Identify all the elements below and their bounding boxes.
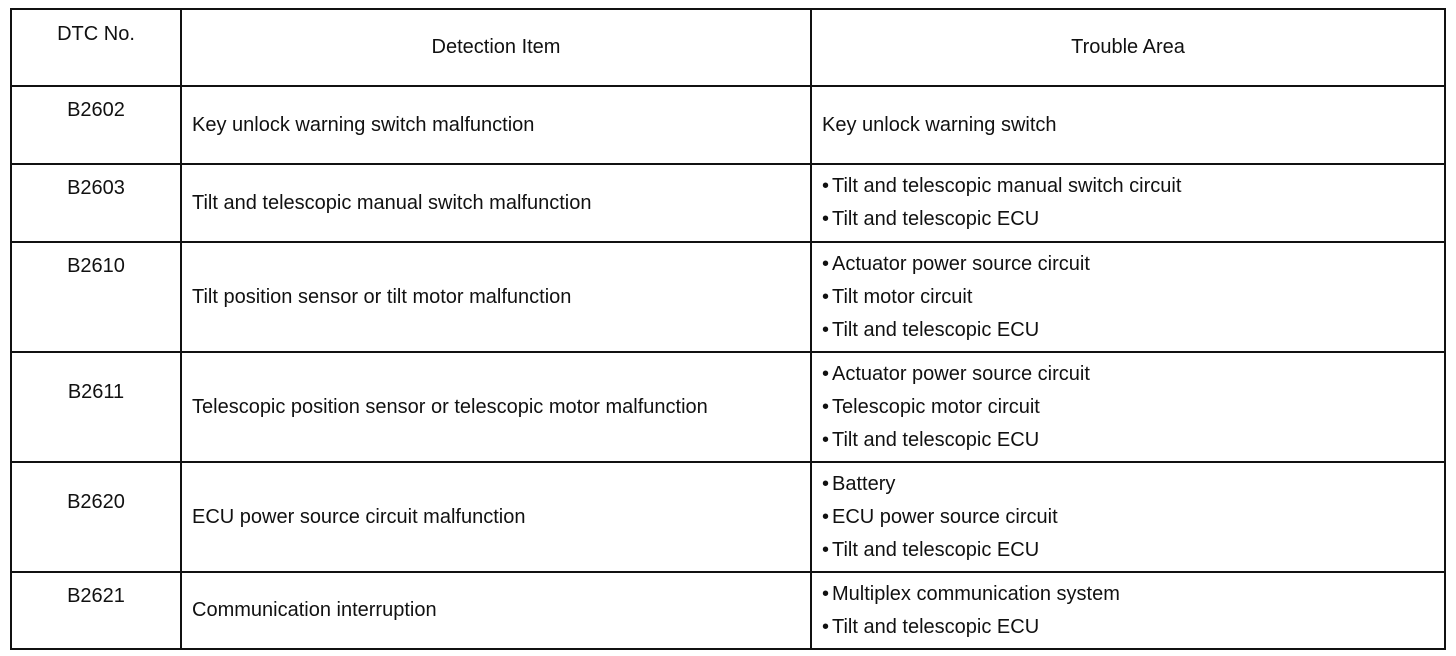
trouble-area-list bbox=[822, 468, 1444, 567]
dtc-code-cell bbox=[11, 86, 181, 164]
dtc-code: B2620 bbox=[67, 491, 125, 513]
header-dtc-no-label: DTC No. bbox=[57, 23, 135, 45]
trouble-area bbox=[811, 86, 1445, 164]
dtc-code: B2603 bbox=[67, 177, 125, 199]
table-row bbox=[11, 572, 1445, 649]
trouble-area-item: Key unlock warning switch bbox=[822, 113, 1057, 136]
table-row bbox=[11, 462, 1445, 572]
trouble-area-item: • Tilt and telescopic manual switch circuit bbox=[822, 170, 1444, 203]
trouble-area-item: • Tilt and telescopic ECU bbox=[822, 534, 1444, 567]
detection-item: Communication interruption bbox=[181, 572, 811, 649]
table-row bbox=[11, 164, 1445, 242]
dtc-code-cell bbox=[11, 462, 181, 572]
trouble-area bbox=[811, 462, 1445, 572]
trouble-area-list bbox=[822, 170, 1444, 236]
detection-item: Telescopic position sensor or telescopic motor malfunction bbox=[181, 352, 811, 462]
detection-item: Key unlock warning switch malfunction bbox=[181, 86, 811, 164]
dtc-code: B2611 bbox=[67, 381, 125, 403]
trouble-area-item: • Multiplex communication system bbox=[822, 578, 1444, 611]
trouble-area-item: • Telescopic motor circuit bbox=[822, 391, 1444, 424]
trouble-area bbox=[811, 352, 1445, 462]
trouble-area-item: • Battery bbox=[822, 468, 1444, 501]
header-dtc-no bbox=[11, 9, 181, 86]
trouble-area bbox=[811, 242, 1445, 352]
trouble-area-item: • Tilt and telescopic ECU bbox=[822, 424, 1444, 457]
trouble-area-item: • Tilt and telescopic ECU bbox=[822, 203, 1444, 236]
table-header-row bbox=[11, 9, 1445, 86]
header-trouble-area: Trouble Area bbox=[811, 9, 1445, 86]
dtc-code: B2621 bbox=[67, 585, 125, 607]
dtc-code-cell bbox=[11, 572, 181, 649]
dtc-code-cell bbox=[11, 164, 181, 242]
trouble-area-item: • Tilt motor circuit bbox=[822, 281, 1444, 314]
table-row bbox=[11, 242, 1445, 352]
dtc-code: B2610 bbox=[67, 255, 125, 277]
trouble-area-item: • Tilt and telescopic ECU bbox=[822, 314, 1444, 347]
trouble-area-item: • ECU power source circuit bbox=[822, 501, 1444, 534]
trouble-area bbox=[811, 572, 1445, 649]
detection-item: Tilt position sensor or tilt motor malfunction bbox=[181, 242, 811, 352]
trouble-area-item: • Tilt and telescopic ECU bbox=[822, 611, 1444, 644]
trouble-area-list bbox=[822, 358, 1444, 457]
table-row bbox=[11, 352, 1445, 462]
detection-item: Tilt and telescopic manual switch malfunction bbox=[181, 164, 811, 242]
dtc-code-cell bbox=[11, 352, 181, 462]
trouble-area-list bbox=[822, 248, 1444, 347]
trouble-area bbox=[811, 164, 1445, 242]
header-detection-item: Detection Item bbox=[181, 9, 811, 86]
trouble-area-item: • Actuator power source circuit bbox=[822, 358, 1444, 391]
detection-item: ECU power source circuit malfunction bbox=[181, 462, 811, 572]
table-row bbox=[11, 86, 1445, 164]
dtc-table bbox=[10, 8, 1446, 650]
dtc-code: B2602 bbox=[67, 99, 125, 121]
trouble-area-list bbox=[822, 578, 1444, 644]
dtc-code-cell bbox=[11, 242, 181, 352]
trouble-area-item: • Actuator power source circuit bbox=[822, 248, 1444, 281]
